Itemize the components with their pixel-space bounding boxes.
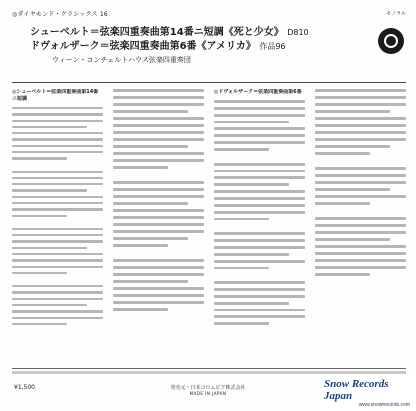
text-line xyxy=(113,237,188,240)
text-line xyxy=(214,246,305,249)
text-line xyxy=(315,174,406,177)
text-line xyxy=(12,157,67,159)
text-line xyxy=(113,145,188,148)
paragraph-gap xyxy=(113,173,204,177)
text-line xyxy=(315,96,406,99)
text-line xyxy=(113,152,204,155)
text-line xyxy=(12,183,103,185)
text-line xyxy=(12,138,103,140)
text-line xyxy=(113,96,204,99)
header-bar xyxy=(12,6,406,20)
title-block xyxy=(12,26,406,78)
text-line xyxy=(214,127,305,130)
text-line xyxy=(315,188,390,191)
text-line xyxy=(12,317,103,319)
text-line xyxy=(12,304,87,306)
text-line xyxy=(315,89,406,92)
footer-divider xyxy=(12,368,406,369)
text-line xyxy=(113,166,168,169)
text-line xyxy=(113,287,204,290)
text-line xyxy=(315,238,390,241)
text-line xyxy=(113,110,188,113)
text-line xyxy=(12,247,87,249)
text-line xyxy=(12,208,103,210)
title-line-1 xyxy=(30,26,406,40)
text-line xyxy=(12,323,67,325)
text-line xyxy=(113,138,204,141)
text-line xyxy=(214,176,305,179)
text-line xyxy=(214,315,305,318)
text-line xyxy=(315,117,406,120)
text-line xyxy=(12,266,103,268)
paragraph-gap xyxy=(12,164,103,167)
text-line xyxy=(12,145,103,147)
made-in-label: MADE IN JAPAN xyxy=(189,391,227,396)
series-label: ◎ダイヤモンド・クラシックス 16 xyxy=(12,10,108,18)
text-line xyxy=(113,273,204,276)
text-line xyxy=(113,181,204,184)
text-line xyxy=(315,231,406,234)
text-line xyxy=(12,234,103,236)
text-line xyxy=(113,103,204,106)
title-line-1-opus: D810 xyxy=(287,28,309,37)
text-line xyxy=(113,294,204,297)
text-line xyxy=(12,310,103,312)
text-line xyxy=(12,151,103,153)
text-line xyxy=(113,244,168,247)
notes-column xyxy=(214,89,305,325)
notes-column xyxy=(113,89,204,325)
text-line xyxy=(214,141,305,144)
text-line xyxy=(12,228,103,230)
title-line-2-opus: 作品96 xyxy=(259,42,286,51)
text-line xyxy=(113,209,204,212)
text-line xyxy=(113,202,188,205)
text-line xyxy=(214,121,289,124)
text-line xyxy=(12,259,103,261)
liner-notes xyxy=(12,89,406,325)
text-line xyxy=(113,266,204,269)
notes-column xyxy=(12,89,103,325)
text-line xyxy=(12,126,87,128)
text-line xyxy=(214,322,269,325)
text-line xyxy=(113,188,204,191)
paragraph-gap xyxy=(12,221,103,224)
text-line xyxy=(113,216,204,219)
text-line xyxy=(12,107,103,109)
text-line xyxy=(214,309,305,312)
notes-heading: ◎ドヴォルザーク＝弦楽四重奏曲第6番 xyxy=(214,89,302,95)
text-line xyxy=(12,113,103,115)
text-line xyxy=(315,266,406,269)
text-line xyxy=(315,167,406,170)
text-line xyxy=(12,253,103,255)
text-line xyxy=(214,218,269,221)
text-line xyxy=(214,163,305,166)
title-line-2 xyxy=(30,40,406,54)
publisher-label: 発売元・日本コロムビア株式会社 xyxy=(170,385,246,391)
text-line xyxy=(315,224,406,227)
paragraph-gap xyxy=(214,155,305,159)
text-line xyxy=(113,301,204,304)
text-line xyxy=(315,202,370,205)
title-line-2-text: ドヴォルザーク＝弦楽四重奏曲第6番《アメリカ》 xyxy=(30,41,256,52)
text-line xyxy=(113,308,168,311)
text-line xyxy=(315,181,406,184)
text-line xyxy=(214,183,289,186)
columbia-logo-icon xyxy=(378,28,404,54)
text-line xyxy=(315,273,370,276)
paragraph-gap xyxy=(12,278,103,281)
text-line xyxy=(315,252,406,255)
text-line xyxy=(12,291,103,293)
text-line xyxy=(113,280,188,283)
text-line xyxy=(113,124,204,127)
text-line xyxy=(113,259,204,262)
text-line xyxy=(12,132,103,134)
title-divider xyxy=(12,82,406,83)
text-line xyxy=(12,285,103,287)
text-line xyxy=(214,239,305,242)
text-line xyxy=(12,177,103,179)
text-line xyxy=(12,215,67,217)
text-line xyxy=(214,260,305,263)
text-line xyxy=(113,230,204,233)
paragraph-gap xyxy=(214,273,305,277)
text-line xyxy=(113,117,204,120)
text-line xyxy=(214,204,305,207)
text-line xyxy=(214,114,305,117)
text-line xyxy=(315,259,406,262)
text-line xyxy=(315,124,406,127)
text-line xyxy=(214,253,289,256)
text-line xyxy=(315,103,406,106)
text-line xyxy=(113,89,204,92)
text-line xyxy=(12,189,87,191)
text-line xyxy=(12,298,103,300)
performer: ウィーン・コンチェルトハウス弦楽四重奏団 xyxy=(52,56,191,64)
text-line xyxy=(214,302,289,305)
text-line xyxy=(214,281,305,284)
text-line xyxy=(214,211,305,214)
text-line xyxy=(12,171,103,173)
text-line xyxy=(113,223,204,226)
monaural-label: モノラル xyxy=(386,10,406,17)
text-line xyxy=(12,240,103,242)
text-line xyxy=(214,295,305,298)
text-line xyxy=(315,195,406,198)
text-line xyxy=(315,245,406,248)
text-line xyxy=(113,131,204,134)
notes-column xyxy=(315,89,406,325)
text-line xyxy=(214,197,305,200)
text-line xyxy=(214,134,305,137)
text-line xyxy=(214,170,305,173)
text-line xyxy=(12,196,103,198)
text-line xyxy=(12,272,67,274)
text-line xyxy=(315,138,406,141)
text-line xyxy=(315,217,406,220)
paragraph-gap xyxy=(315,159,406,163)
text-line xyxy=(12,120,103,122)
paragraph-gap xyxy=(315,209,406,213)
text-line xyxy=(214,288,305,291)
text-line xyxy=(214,148,269,151)
text-line xyxy=(214,267,269,270)
notes-heading: ◎シューベルト＝弦楽四重奏曲第14番ニ短調 xyxy=(12,89,99,102)
watermark-name: Snow Records Japan xyxy=(324,377,389,402)
text-line xyxy=(12,202,103,204)
watermark-badge xyxy=(320,374,416,411)
text-line xyxy=(214,190,305,193)
text-line xyxy=(214,100,305,103)
title-line-1-text: シューベルト＝弦楽四重奏曲第14番ニ短調《死と少女》 xyxy=(30,27,284,38)
price-label: ¥1,500 xyxy=(14,384,35,391)
paragraph-gap xyxy=(113,251,204,255)
watermark-url: www.snowrecords.com xyxy=(358,401,410,408)
text-line xyxy=(315,145,390,148)
text-line xyxy=(214,107,305,110)
text-line xyxy=(315,152,370,155)
text-line xyxy=(113,159,204,162)
text-line xyxy=(315,110,390,113)
text-line xyxy=(113,195,204,198)
text-line xyxy=(315,131,406,134)
paragraph-gap xyxy=(214,224,305,228)
text-line xyxy=(214,232,305,235)
